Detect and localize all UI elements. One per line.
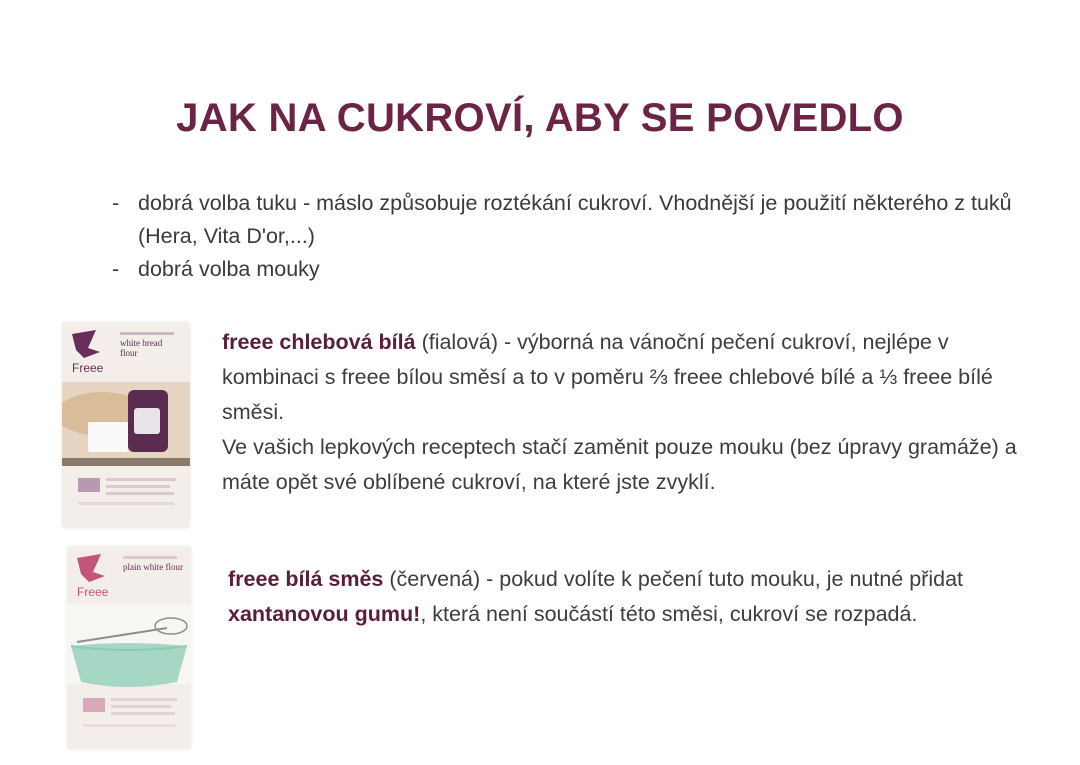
list-item bbox=[112, 187, 1012, 253]
product-description-white-mix bbox=[228, 562, 1018, 632]
product-detail-end: , která není součástí této směsi, cukroví se rozpadá. bbox=[420, 602, 918, 626]
xanthan-gum-emphasis: xantanovou gumu! bbox=[228, 602, 421, 626]
bag-label: white bread flour bbox=[120, 338, 163, 358]
bag-label: plain white flour bbox=[123, 562, 183, 572]
product-description-bread-flour bbox=[222, 325, 1022, 500]
product-detail: (červená) - pokud volíte k pečení tuto mouku, je nutné přidat bbox=[383, 567, 964, 591]
bullet-dash: - bbox=[112, 191, 120, 215]
product-name: freee chlebová bílá bbox=[222, 330, 416, 354]
list-item bbox=[112, 253, 1012, 286]
bag-brand: Freee bbox=[77, 585, 109, 599]
page-title: JAK NA CUKROVÍ, ABY SE POVEDLO bbox=[176, 96, 904, 140]
bullet-dash: - bbox=[112, 257, 120, 281]
product-detail: (fialová) - výborná na vánoční pečení cukroví, nejlépe v kombinaci s freee bílou směsí a to v poměru ⅔ freee chlebové bílé a ⅓ freee bílé směsi. bbox=[222, 330, 993, 424]
tips-list bbox=[112, 187, 1012, 286]
white-bread-flour-bag-image bbox=[62, 322, 190, 528]
tip-flour: dobrá volba mouky bbox=[138, 257, 320, 281]
bag-brand: Freee bbox=[72, 361, 104, 375]
tip-fat: dobrá volba tuku - máslo způsobuje roztékání cukroví. Vhodnější je použití některého z tuků (Hera, Vita D'or,...) bbox=[138, 191, 1012, 248]
product-name: freee bílá směs bbox=[228, 567, 384, 591]
product-note: Ve vašich lepkových receptech stačí zaměnit pouze mouku (bez úpravy gramáže) a máte opět své oblíbené cukroví, na které jste zvyklí. bbox=[222, 435, 1017, 494]
plain-white-flour-bag-image bbox=[67, 546, 191, 749]
